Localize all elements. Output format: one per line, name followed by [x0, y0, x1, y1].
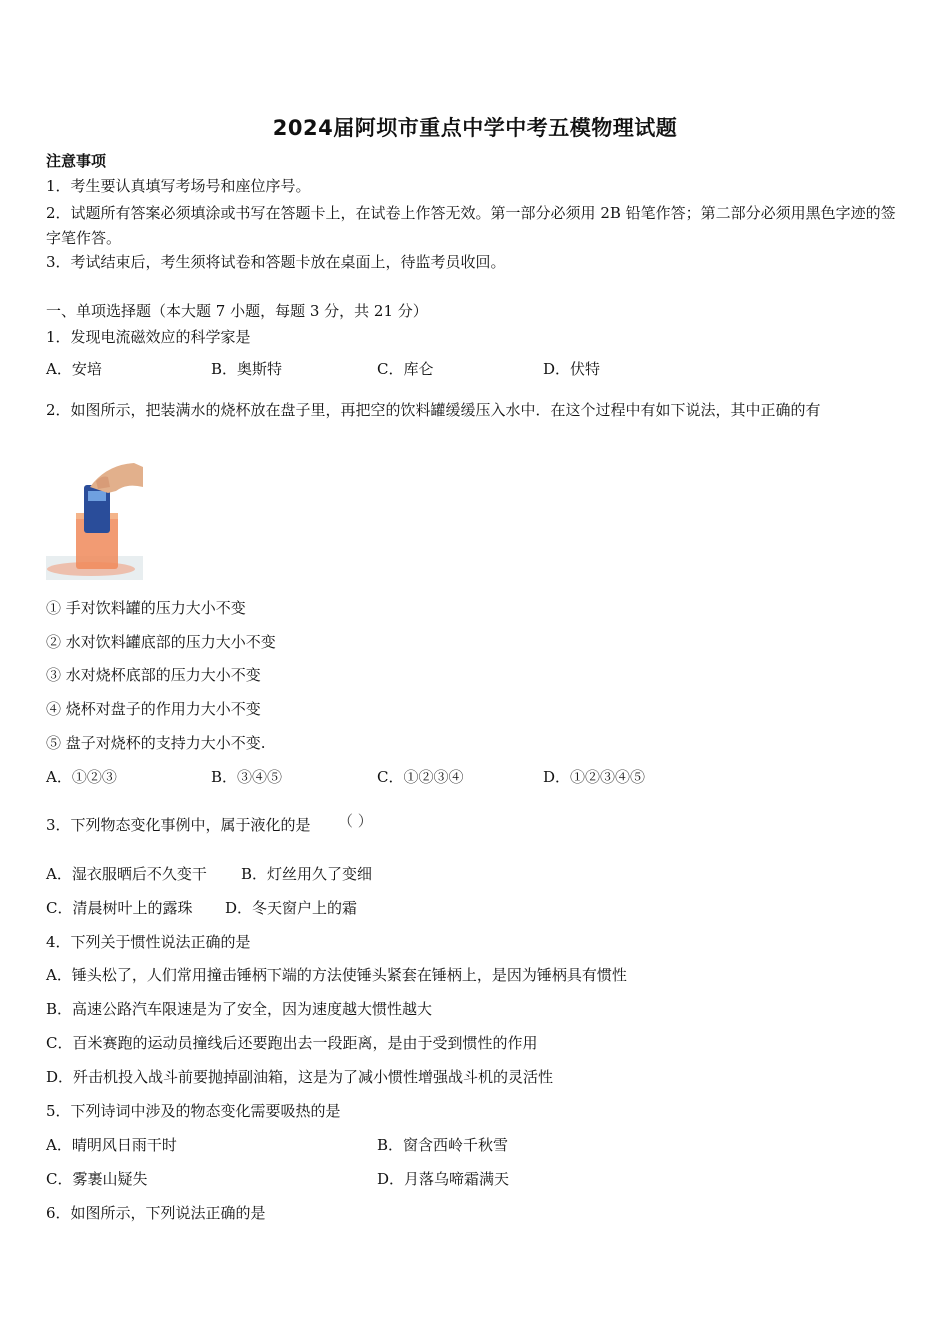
q4-option-a: A．锤头松了，人们常用撞击锤柄下端的方法使锤头紧套在锤柄上，是因为锤柄具有惯性	[46, 966, 627, 984]
q2-statement-3: ③ 水对烧杯底部的压力大小不变	[46, 666, 261, 684]
q1-option-d: D．伏特	[543, 360, 601, 378]
q4-stem: 4．下列关于惯性说法正确的是	[46, 933, 251, 951]
q2-option-a: A．①②③	[46, 768, 117, 786]
q3-option-a: A．湿衣服晒后不久变干	[46, 865, 207, 883]
q2-stem: 2．如图所示，把装满水的烧杯放在盘子里，再把空的饮料罐缓缓压入水中．在这个过程中有如下说法，其中正确的有	[46, 401, 821, 419]
notice-item-1: 1．考生要认真填写考场号和座位序号。	[46, 177, 311, 195]
q5-option-a: A．晴明风日雨干时	[46, 1136, 177, 1154]
notice-heading: 注意事项	[46, 152, 107, 170]
q2-option-c: C．①②③④	[377, 768, 464, 786]
notice-item-2: 2．试题所有答案必须填涂或书写在答题卡上，在试卷上作答无效。第一部分必须用 2B 铅笔作答；第二部分必须用黑色字迹的签字笔作答。	[46, 204, 896, 247]
section-heading: 一、单项选择题（本大题 7 小题，每题 3 分，共 21 分）	[46, 302, 428, 320]
q2-option-d: D．①②③④⑤	[543, 768, 646, 786]
q5-option-d: D．月落乌啼霜满天	[377, 1170, 510, 1188]
q2-statement-2: ② 水对饮料罐底部的压力大小不变	[46, 633, 276, 651]
q4-option-b: B．高速公路汽车限速是为了安全，因为速度越大惯性越大	[46, 1000, 433, 1018]
answer-parentheses: （ ）	[338, 812, 373, 830]
q4-option-c: C．百米赛跑的运动员撞线后还要跑出去一段距离，是由于受到惯性的作用	[46, 1034, 538, 1052]
q5-option-b: B．窗含西岭千秋雪	[377, 1136, 509, 1154]
q1-option-a: A．安培	[46, 360, 102, 378]
q2-option-b: B．③④⑤	[211, 768, 283, 786]
q5-option-c: C．雾裹山疑失	[46, 1170, 148, 1188]
q5-stem: 5．下列诗词中涉及的物态变化需要吸热的是	[46, 1102, 341, 1120]
q3-option-b: B．灯丝用久了变细	[241, 865, 373, 883]
q1-option-c: C．库仑	[377, 360, 434, 378]
q2-statement-5: ⑤ 盘子对烧杯的支持力大小不变.	[46, 734, 266, 752]
q4-option-d: D．歼击机投入战斗前要抛掉副油箱，这是为了减小惯性增强战斗机的灵活性	[46, 1068, 554, 1086]
page-title: 2024届阿坝市重点中学中考五模物理试题	[272, 116, 678, 140]
q2-statement-1: ① 手对饮料罐的压力大小不变	[46, 599, 246, 617]
q1-option-b: B．奥斯特	[211, 360, 283, 378]
q6-stem: 6．如图所示，下列说法正确的是	[46, 1204, 266, 1222]
q3-option-d: D．冬天窗户上的霜	[225, 899, 358, 917]
q3-stem: 3．下列物态变化事例中，属于液化的是	[46, 816, 311, 834]
q2-statement-4: ④ 烧杯对盘子的作用力大小不变	[46, 700, 261, 718]
beaker-can-photo	[46, 461, 143, 580]
q3-option-c: C．清晨树叶上的露珠	[46, 899, 193, 917]
q1-stem: 1．发现电流磁效应的科学家是	[46, 328, 251, 346]
notice-item-3: 3．考试结束后，考生须将试卷和答题卡放在桌面上，待监考员收回。	[46, 253, 506, 271]
